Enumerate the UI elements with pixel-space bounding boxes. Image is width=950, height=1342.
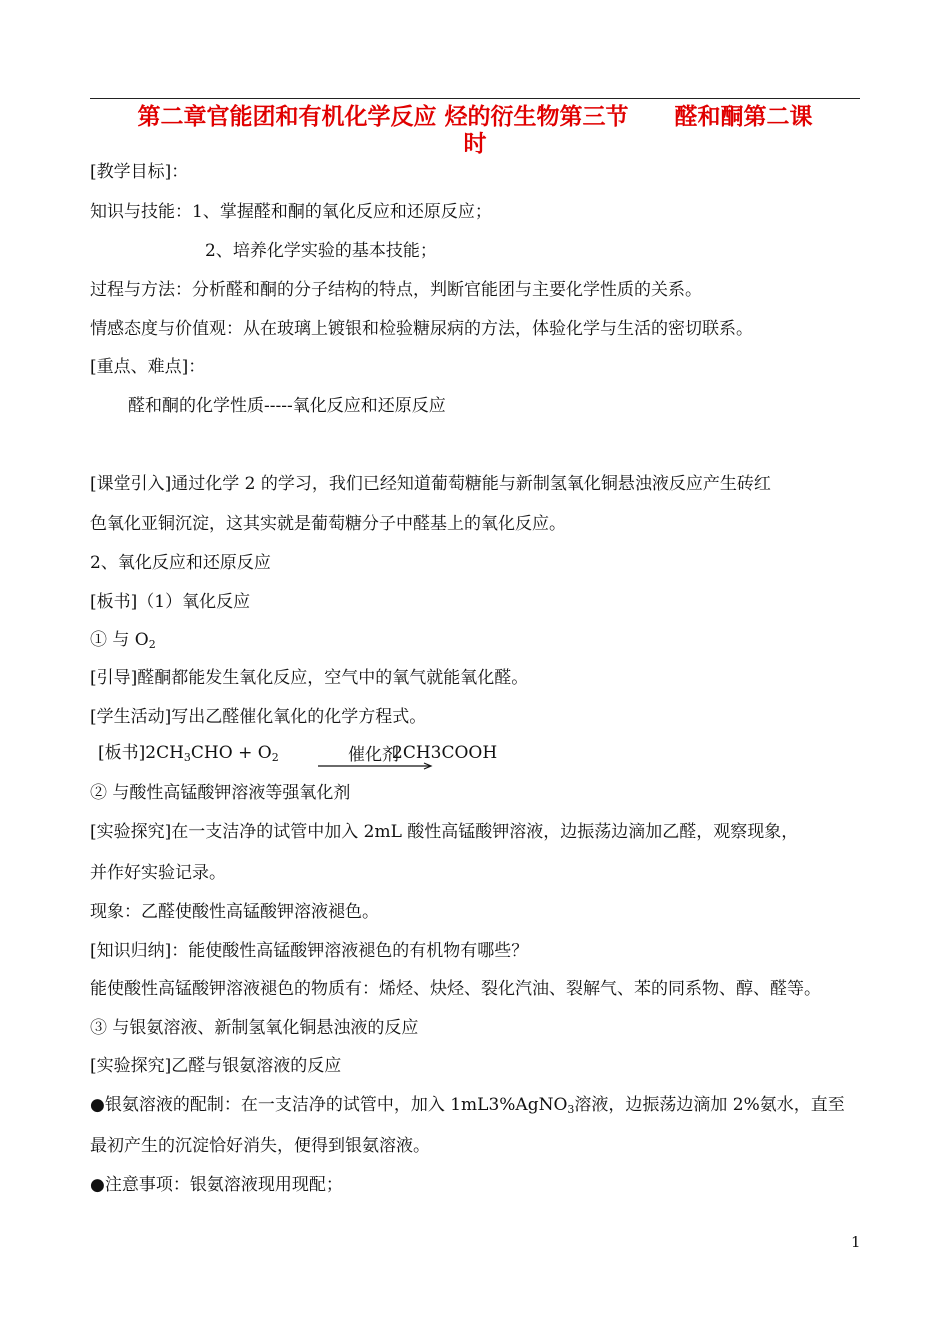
intro-paragraph-line-1: [课堂引入]通过化学 2 的学习，我们已经知道葡萄糖能与新制氢氧化铜悬浊液反应产生砖红 [90,474,771,494]
page-number: 1 [851,1233,861,1251]
header-rule [90,98,860,99]
objective-knowledge-2: 2、培养化学实验的基本技能； [205,241,437,261]
objective-attitude: 情感态度与价值观：从在玻璃上镀银和检验糖尿病的方法，体验化学与生活的密切联系。 [90,319,753,339]
knowledge-summary-question: [知识归纳]：能使酸性高锰酸钾溶液褪色的有机物有哪些？ [90,941,529,961]
section-oxidation-reduction: 2、氧化反应和还原反应 [90,553,271,573]
notes-text: ●注意事项：银氨溶液现用现配； [90,1175,343,1195]
item-with-oxygen: ① 与 $O_2$ [90,630,156,651]
keypoints-text: 醛和酮的化学性质-----氧化反应和还原反应 [128,396,446,416]
objective-process: 过程与方法：分析醛和酮的分子结构的特点，判断官能团与主要化学性质的关系。 [90,280,702,300]
equation-left: [板书]$2CH_3CHO + O_2$ [98,743,279,764]
title-line-1: 第二章官能团和有机化学反应 烃的衍生物第三节 醛和酮第二课 [137,104,813,130]
experiment-2-heading: [实验探究]乙醛与银氨溶液的反应 [90,1056,342,1076]
item-strong-oxidant: ② 与酸性高锰酸钾溶液等强氧化剂 [90,783,351,803]
phenomenon-text: 现象：乙醛使酸性高锰酸钾溶液褪色。 [90,902,379,922]
silver-ammonia-prep-line-2: 最初产生的沉淀恰好消失，便得到银氨溶液。 [90,1136,430,1156]
title-line-2: 时 [463,131,487,157]
knowledge-summary-answer: 能使酸性高锰酸钾溶液褪色的物质有：烯烃、炔烃、裂化汽油、裂解气、苯的同系物、醇、醛等。 [90,979,821,999]
section-keypoints-heading: [重点、难点]： [90,357,206,377]
equation-right: 2CH3COOH [392,743,498,763]
experiment-1-line-2: 并作好实验记录。 [90,863,226,883]
section-objectives-heading: [教学目标]： [90,162,189,182]
guide-text: [引导]醛酮都能发生氧化反应，空气中的氧气就能氧化醛。 [90,668,529,688]
objective-knowledge: 知识与技能：1、掌握醛和酮的氧化反应和还原反应； [90,202,492,222]
board-oxidation: [板书]（1）氧化反应 [90,592,251,612]
student-activity: [学生活动]写出乙醛催化氧化的化学方程式。 [90,707,427,727]
catalyst-label: 催化剂 [348,745,399,765]
experiment-1-line-1: [实验探究]在一支洁净的试管中加入 2mL 酸性高锰酸钾溶液，边振荡边滴加乙醛，观察现象， [90,822,799,842]
silver-ammonia-prep-line-1: ●银氨溶液的配制：在一支洁净的试管中，加入 1mL3%AgNO$_3$溶液，边振荡边滴加 2%氨水，直至 [90,1095,845,1116]
document-title [92,104,858,158]
item-silver-ammonia: ③ 与银氨溶液、新制氢氧化铜悬浊液的反应 [90,1018,419,1038]
intro-paragraph-line-2: 色氧化亚铜沉淀，这其实就是葡萄糖分子中醛基上的氧化反应。 [90,514,566,534]
